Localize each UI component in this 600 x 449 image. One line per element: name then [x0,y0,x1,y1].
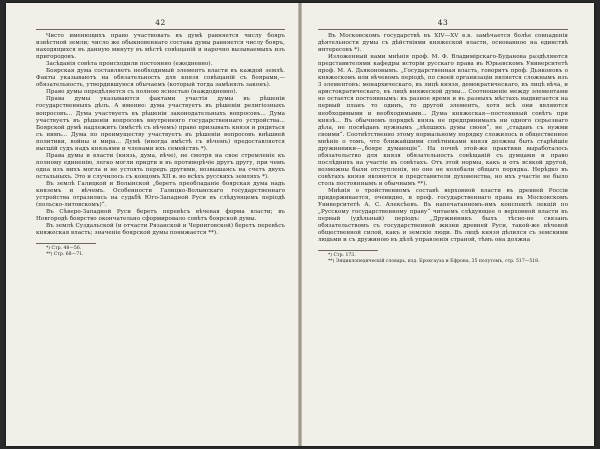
page-number: 42 [155,18,166,27]
paragraph: Въ Московскомъ государствѣ въ XIV—XV в.в. замѣчается болѣе совпаденія дѣятельности думы съ дѣйствіями княжеской власти, основанное на единствѣ интересовъ *). [318,33,568,54]
footnote: **) Стр. 68—71. [46,252,84,258]
paragraph: Чисто именющихъ право участвовать въ думѣ равняется числу бояръ извѣстной земли; число же обыкновеннаго состава думы равняется числу бояръ, находящихся въ данную минуту въ мѣстѣ совѣщаній и нарочно вызываемыхъ изъ пригородовъ. [36,33,285,61]
paragraph: Въ Сѣверо-Западной Руси беретъ перевѣсъ вѣчевая форма власти; въ Новгородѣ боярство окончательно сформировало совѣтъ боярской думы. [36,209,285,223]
paragraph: Боярская дума составляетъ необходимый элементъ власти въ каждой землѣ. Факты указываютъ на обязательность для князя совѣщаній съ боярами,—обязательность, утвердившуюся обычаемъ (который тогда замѣнялъ законъ). [36,68,285,89]
paragraph: Права думы указываются фактами участія думы въ рѣшеніи государственныхъ дѣлъ. А именно: дума участвуетъ въ рѣшеніи религіозныхъ вопросовъ... Дума участвуетъ въ рѣшеніи законодательныхъ вопросовъ... Дума участвуетъ въ рѣшеніи вопросовъ внутренняго государственнаго устройства... Боярской думѣ надлежитъ (вмѣстѣ съ вѣчемъ) право призывать князя и рядиться съ нимъ... Дума по преимуществу участвуетъ въ рѣшеніи вопросовъ внѣшней политики, войны и мира... Думѣ (иногда вмѣстѣ съ вѣчемъ) предоставляется высшій судъ надъ князьями и членами ихъ семействъ *). [36,96,285,152]
paragraph: Право думы опредѣляется съ полною ясностью (наждодневно). [46,89,238,96]
page-body [36,33,285,237]
footnote: *) Стр. 173. [328,253,356,259]
paragraph: Въ землѣ Галицкой и Волынской „беретъ преобладаніе боярская дума надъ княземъ и вѣчемъ. Особенности Галицко-Волынскаго государственнаго устройства отразились на судьбѣ Юго-Западной Руси въ слѣдующемъ періодѣ (польско-литовскомъ)“. [36,180,285,209]
right-page [300,3,594,446]
footnote: **) Энциклопедическій словарь, изд. Брокгауза и Ефрона, 35 полутомъ, стр. 517—518. [328,259,540,265]
left-page [6,3,300,446]
book-spread [6,3,594,446]
footnote: *) Стр. 48—56. [46,246,82,252]
page-body [318,33,568,244]
header-rule [36,29,285,30]
page-number: 43 [437,18,449,27]
footnote-rule [36,243,96,244]
paragraph: Мнѣнія о тройственномъ составѣ верховной власти въ древней Россіи придерживается, очевидно, и проф. государственнаго права въ Московскомъ Университетѣ А. С. Алексѣевъ. Въ напечатанномъ-имъ конспектѣ лекцій по „Русскому государственному праву“ читаемъ слѣдующее о верховной власти въ первый (удѣльный) періодъ: „Дружинникъ былъ тѣсно-не связанъ обязательствомъ съ государственной жизни древней Руси, такой-же вѣчевой общественной силой, какъ и земскіе люди. Въ лицѣ князя дѣлился съ земскими людьми и съ дружиною въ дѣлѣ управленія страной, тѣмъ она должна [318,188,568,244]
paragraph: Въ землѣ Суздальской (и отчасти Рязанской и Черниговской) беретъ перевѣсъ княжеская власть; значеніе боярской думы понижается **). [36,223,285,237]
paragraph: Изложенный нами мнѣнія проф. М. Ф. Владимірскаго-Буданова раздѣляются представителями кафедры исторіи русскаго права въ Юрьевскомъ Университетѣ проф. М. А. Дьяконовымъ. „Государственная власть, говоритъ проф. Дьяконовъ о княжескомъ или вѣчевомъ періодѣ, по своей организаціи является сложнымъ изъ 3 элементовъ: монархическаго, въ лицѣ князя, демократическаго, въ лицѣ вѣча, и аристократическаго, въ лицѣ княжеской думы... Соотношеніе между элементами не остается постояннымъ: въ разное время и въ разныхъ мѣстахъ выдвигается на первый планъ то одинъ, то другой элементъ, хотя всѣ они являются необходимыми и необходимыми... Дума княжеская—постоянный совѣтъ при князѣ... Въ обычномъ порядкѣ князь не предпринималъ ни одного серьезнаго дѣла, не посвѣдавъ нужнымъ „лѣпшихъ думы своея“, не „стадавъ съ нужми своими“. Соотвѣтственно этому нормальному порядку сложилось и общественное мнѣніе о томъ, что ближайшими совѣтниками князя должны быть старѣйшіе дружинники—„бояре думающіе“. На почвѣ этой-же практики выработалось обязательство для князя обязательность совѣщаній съ думцами и право послѣднихъ на участіе въ совѣтахъ. Отъ этой нормы, какъ и отъ всякой другой, возможны были отступленія, но оне не колебали общаго порядка. Нерѣдко въ совѣтахъ князя являются и представители духовенства, но ихъ участіе не было столь постояннымъ и обычнымъ **). [318,54,568,187]
paragraph: Засѣданія совѣта происходили постоянно (ежедневно). [46,61,213,68]
paragraph: Права думы и власти (князь, дума, вѣче), не смотря на свое стремленіе къ полному единенію, легко могли придти и въ противорѣчіе другъ другу, при чемъ одна изъ нихъ могла и не устоять передъ другими, возвышаясь на счетъ двухъ остальныхъ. Это и случилось съ концомъ XII в. во всѣхъ русскихъ земляхъ *). [36,152,285,180]
footnote-rule [318,250,378,251]
header-rule [318,29,568,30]
